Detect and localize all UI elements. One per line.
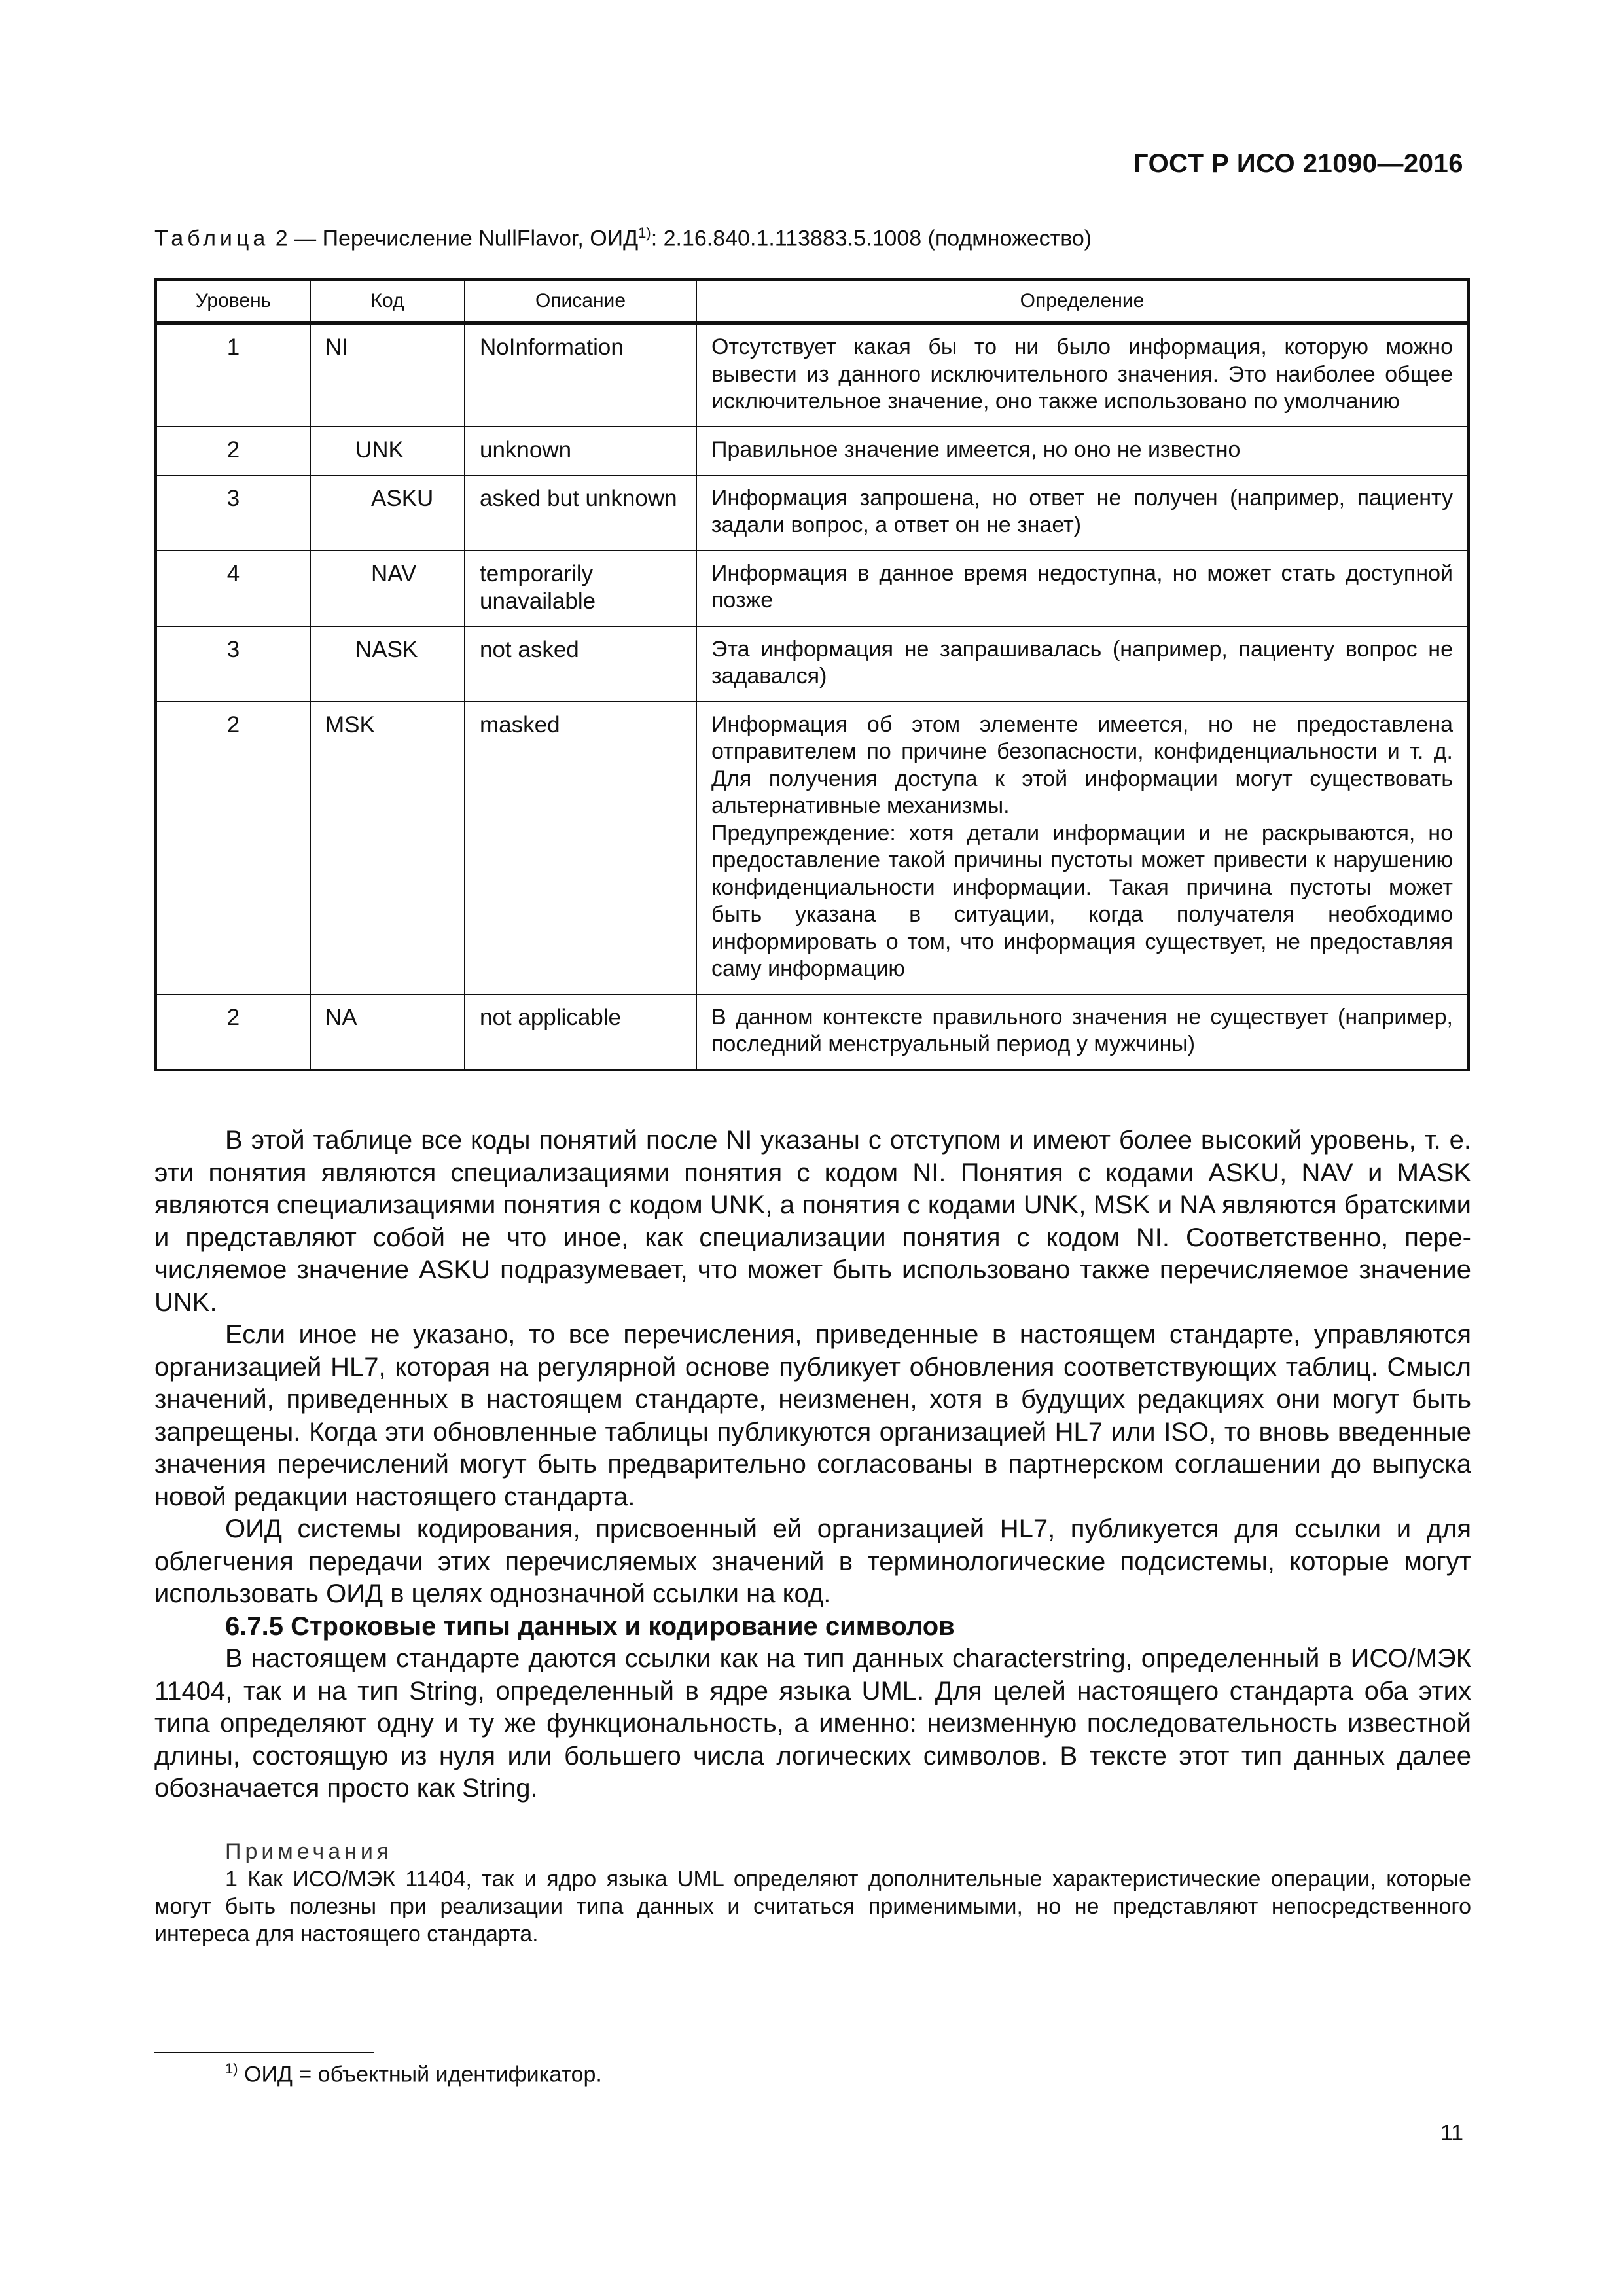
paragraph: ОИД системы кодирования, присвоенный ей организацией HL7, публикуется для ссылки и для облегчения передачи этих перечисляемых значений в терминологические подсистемы, которые могут использовать ОИД в целях однозначной ссылки на код. xyxy=(154,1515,1471,1608)
paragraph: В этой таблице все коды понятий после NI указаны с отступом и имеют более высокий уровень, т. е. эти понятия являются специализациями понятия с кодом NI. Понятия с кодами ASKU, NAV и MASK являются специализациями понятия с кодом UNK, а понятия с кодами UNK, MSK и NA являются братскими и представляют собой не что иное, как специализации понятия с кодом NI. Соответственно, перечисляемое значение ASKU подразумевает, что может быть использовано также перечисляемое значение UNK. xyxy=(154,1126,1472,1317)
footnote-divider xyxy=(154,2052,374,2053)
definition-paragraph: Информация об этом элементе имеется, но не предоставлена отправителем по причине безопасности, конфиденциальности и т. д. Для получения доступа к этой информации могут существовать альтернативные механизмы. xyxy=(711,711,1453,818)
cell-level: 2 xyxy=(156,702,310,994)
code-value: UNK xyxy=(355,437,404,463)
code-value: NAV xyxy=(371,560,417,586)
cell-definition: Информация в данное время недоступна, но может стать доступной позже xyxy=(696,550,1469,626)
paragraph: Если иное не указано, то все перечисления, приведенные в настоящем стандарте, управляются организацией HL7, которая на регулярной основе публикует обновления соответствующих таблиц. Смысл значений, приведенных в настоящем стандарте, неизменен, хотя в будущих редакциях они могут быть запрещены. Когда эти обновленные таблицы публикуются организацией HL7 или ISO, то вновь введенные значения перечислений могут быть предварительно согласованы в партнерском соглашении до выпуска новой редакции настоящего стандарта. xyxy=(154,1320,1471,1511)
cell-code xyxy=(310,550,465,626)
cell-level: 2 xyxy=(156,994,310,1070)
nullflavor-table xyxy=(154,278,1470,1071)
cell-code xyxy=(310,323,465,427)
paragraph: В настоящем стандарте даются ссылки как на тип данных characterstring, определенный в ИСО/МЭК 11404, так и на тип String, определенный в ядре языка UML. Для целей настоящего стандарта оба этих типа определяют одну и ту же функциональность, а именно: неизменную последовательность известной длины, состоящую из нуля или большего числа логических символов. В тексте этот тип данных далее обозначается просто как String. xyxy=(154,1644,1471,1803)
cell-description: temporarily unavailable xyxy=(465,550,696,626)
cell-description: NoInformation xyxy=(465,323,696,427)
cell-level: 3 xyxy=(156,626,310,702)
cell-definition: Отсутствует какая бы то ни было информация, которую можно вывести из данного исключительного значения. Это наиболее общее исключительное значение, оно также использовано по умолчанию xyxy=(696,323,1469,427)
code-value: NI xyxy=(325,334,348,360)
footnote xyxy=(225,2060,602,2087)
cell-description: not asked xyxy=(465,626,696,702)
table-row xyxy=(156,626,1469,702)
cell-description: not applicable xyxy=(465,994,696,1070)
column-header-description: Описание xyxy=(465,279,696,323)
table-row xyxy=(156,994,1469,1070)
cell-level: 3 xyxy=(156,475,310,550)
cell-code xyxy=(310,475,465,550)
code-value: MSK xyxy=(325,711,375,738)
column-header-code: Код xyxy=(310,279,465,323)
table-caption-oid: : 2.16.840.1.113883.5.1008 (подмножество) xyxy=(651,226,1092,251)
cell-definition: В данном контексте правильного значения не существует (например, последний менструальный период у мужчины) xyxy=(696,994,1469,1070)
table-row xyxy=(156,427,1469,475)
code-value: ASKU xyxy=(371,485,434,511)
table-row xyxy=(156,323,1469,427)
column-header-definition: Определение xyxy=(696,279,1469,323)
cell-definition: Эта информация не запрашивалась (например, пациенту вопрос не задавался) xyxy=(696,626,1469,702)
table-row xyxy=(156,475,1469,550)
cell-code xyxy=(310,702,465,994)
cell-code xyxy=(310,994,465,1070)
footnote-marker: 1) xyxy=(225,2060,238,2077)
column-header-level: Уровень xyxy=(156,279,310,323)
cell-code xyxy=(310,427,465,475)
body-text xyxy=(154,1124,1471,1805)
document-standard-number: ГОСТ Р ИСО 21090—2016 xyxy=(1133,149,1463,178)
cell-level: 1 xyxy=(156,323,310,427)
page-number: 11 xyxy=(1440,2121,1463,2145)
code-value: NASK xyxy=(355,636,418,662)
cell-level: 2 xyxy=(156,427,310,475)
table-caption xyxy=(154,224,1470,251)
section-heading: 6.7.5 Строковые типы данных и кодирование символов xyxy=(225,1611,955,1641)
definition-warning: Предупреждение: хотя детали информации и не раскрываются, но предоставление такой причины пустоты может привести к нарушению конфиденциальности информации. Такая причина пустоты может быть указана в ситуации, когда получателя необходимо информировать о том, что информация существует, не предоставляя саму информацию xyxy=(711,820,1453,981)
cell-definition xyxy=(696,702,1469,994)
cell-definition: Правильное значение имеется, но оно не известно xyxy=(696,427,1469,475)
table-caption-label: Таблица xyxy=(154,226,270,251)
cell-definition: Информация запрошена, но ответ не получен (например, пациенту задали вопрос, а ответ он не знает) xyxy=(696,475,1469,550)
table-header-row xyxy=(156,279,1469,323)
cell-description: masked xyxy=(465,702,696,994)
cell-level: 4 xyxy=(156,550,310,626)
table-row xyxy=(156,702,1469,994)
footnote-ref: 1) xyxy=(638,224,651,241)
cell-description: unknown xyxy=(465,427,696,475)
code-value: NA xyxy=(325,1004,357,1030)
cell-code xyxy=(310,626,465,702)
notes-title: Примечания xyxy=(225,1839,393,1864)
table-caption-text: 2 — Перечисление NullFlavor, ОИД xyxy=(275,226,639,251)
footnote-text: ОИД = объектный идентификатор. xyxy=(238,2062,602,2087)
table-row xyxy=(156,550,1469,626)
cell-description: asked but unknown xyxy=(465,475,696,550)
notes-block xyxy=(154,1838,1471,1948)
note-item: 1 Как ИСО/МЭК 11404, так и ядро языка UML определяют дополнительные характеристические операции, которые могут быть полезны при реализации типа данных и считаться применимыми, но не представляют непосредственного интереса для настоящего стандарта. xyxy=(154,1867,1471,1946)
